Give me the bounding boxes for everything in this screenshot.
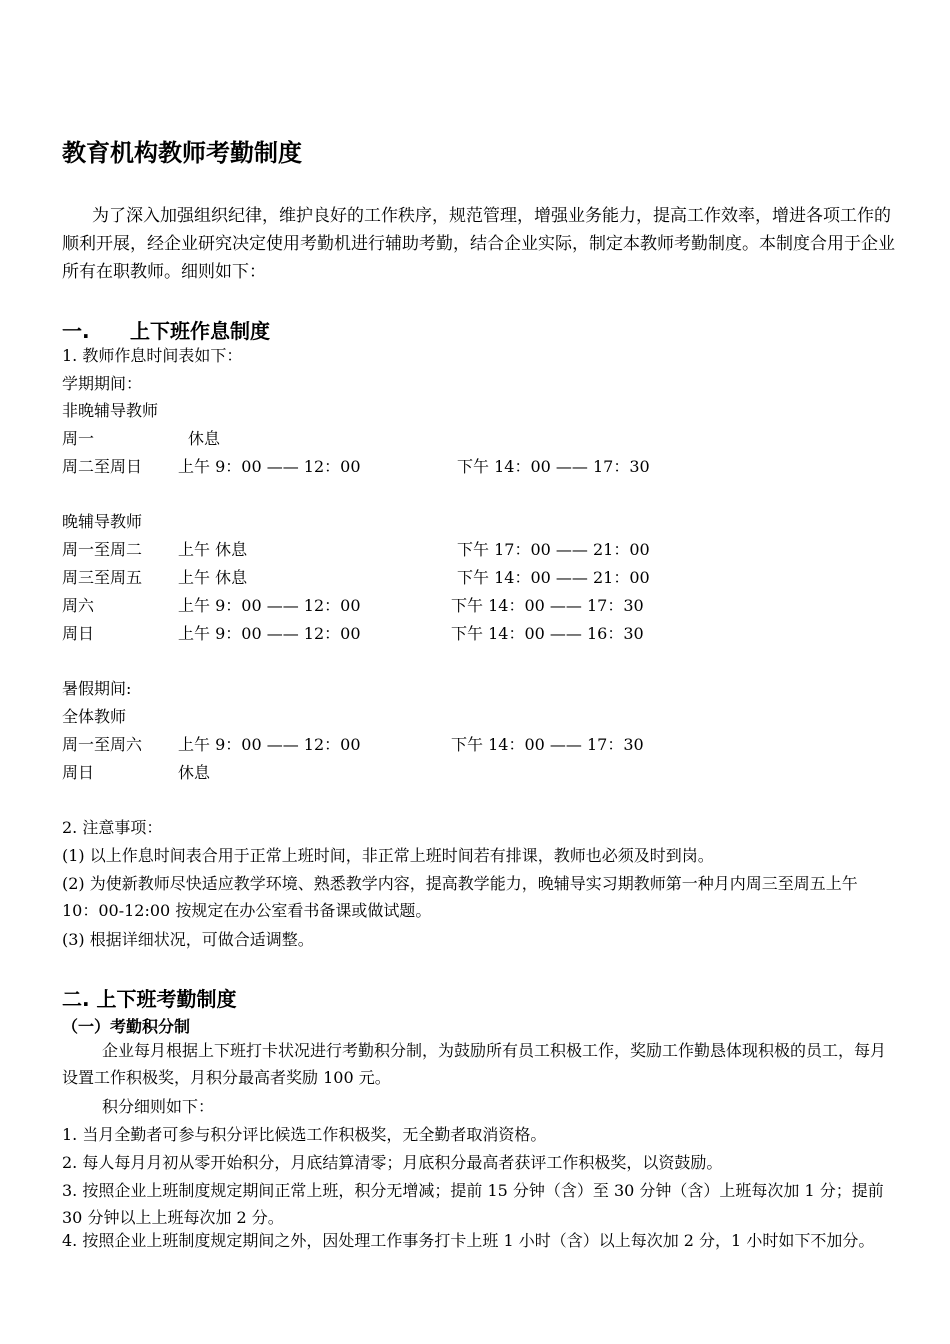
schedule-am: 上午 9：00 —— 12：00	[178, 624, 361, 643]
schedule-pm: 下午 14：00 —— 17：30	[451, 735, 644, 754]
rule-item: 3. 按照企业上班制度规定期间正常上班，积分无增减；提前 15 分钟（含）至 30 分钟（含）上班每次加 1 分；提前 30 分钟以上上班每次加 2 分。	[62, 1181, 884, 1227]
schedule-pm: 下午 17：00 —— 21：00	[457, 540, 650, 559]
note-item: (2) 为使新教师尽快适应教学环境、熟悉教学内容，提高教学能力，晚辅导实习期教师第一种月内周三至周五上午 10：00-12:00 按规定在办公室看书备课或做试题。	[62, 874, 858, 920]
schedule-pm: 下午 14：00 —— 21：00	[457, 568, 650, 587]
note-item: (3) 根据详细状况，可做合适调整。	[62, 930, 314, 949]
evening-label: 晚辅导教师	[62, 512, 143, 531]
notes-label: 2. 注意事项：	[62, 818, 163, 837]
schedule-day: 周二至周日	[62, 457, 143, 476]
rule-item: 1. 当月全勤者可参与积分评比候选工作积极奖，无全勤者取消资格。	[62, 1125, 547, 1144]
section2-heading: 二. 上下班考勤制度	[62, 987, 237, 1011]
schedule-day: 周三至周五	[62, 568, 143, 587]
schedule-am: 休息	[178, 763, 211, 782]
subsection-heading: （一）考勤积分制	[62, 1017, 191, 1036]
schedule-am: 上午 9：00 —— 12：00	[178, 596, 361, 615]
section1-number: 一.	[62, 319, 90, 343]
document-title: 教育机构教师考勤制度	[62, 139, 302, 167]
schedule-intro: 1. 教师作息时间表如下：	[62, 346, 243, 365]
non-evening-label: 非晚辅导教师	[62, 401, 159, 420]
section1-title: 上下班作息制度	[130, 319, 270, 343]
schedule-day: 周一至周二	[62, 540, 143, 559]
schedule-day: 周六	[62, 596, 95, 615]
schedule-am: 上午 9：00 —— 12：00	[178, 457, 361, 476]
schedule-am: 休息	[188, 429, 221, 448]
schedule-pm: 下午 14：00 —— 17：30	[451, 596, 644, 615]
rule-item: 2. 每人每月月初从零开始积分，月底结算清零；月底积分最高者获评工作积极奖，以资鼓励。	[62, 1153, 723, 1172]
note-item: (1) 以上作息时间表合用于正常上班时间，非正常上班时间若有排课，教师也必须及时到岗。	[62, 846, 714, 865]
rule-item: 4. 按照企业上班制度规定期间之外，因处理工作事务打卡上班 1 小时（含）以上每次加 2 分，1 小时如下不加分。	[62, 1231, 875, 1250]
schedule-pm: 下午 14：00 —— 16：30	[451, 624, 644, 643]
rules-label: 积分细则如下：	[102, 1097, 215, 1116]
intro-paragraph: 为了深入加强组织纪律，维护良好的工作秩序，规范管理，增强业务能力，提高工作效率，增进各项工作的顺利开展，经企业研究决定使用考勤机进行辅助考勤，结合企业实际，制定本教师考勤制度。本制度合用于企业所有在职教师。细则如下：	[62, 206, 895, 282]
schedule-day: 周一	[62, 429, 95, 448]
schedule-day: 周日	[62, 624, 95, 643]
schedule-day: 周日	[62, 763, 95, 782]
all-teachers-label: 全体教师	[62, 707, 127, 726]
schedule-day: 周一至周六	[62, 735, 143, 754]
schedule-am: 上午 9：00 —— 12：00	[178, 735, 361, 754]
points-paragraph: 企业每月根据上下班打卡状况进行考勤积分制，为鼓励所有员工积极工作，奖励工作勤恳体现积极的员工，每月设置工作积极奖，月积分最高者奖励 100 元。	[62, 1041, 887, 1087]
schedule-am: 上午 休息	[178, 568, 248, 587]
summer-label: 暑假期间:	[62, 679, 132, 698]
section1-heading	[62, 315, 270, 344]
schedule-am: 上午 休息	[178, 540, 248, 559]
semester-label: 学期期间：	[62, 374, 143, 393]
schedule-pm: 下午 14：00 —— 17：30	[457, 457, 650, 476]
